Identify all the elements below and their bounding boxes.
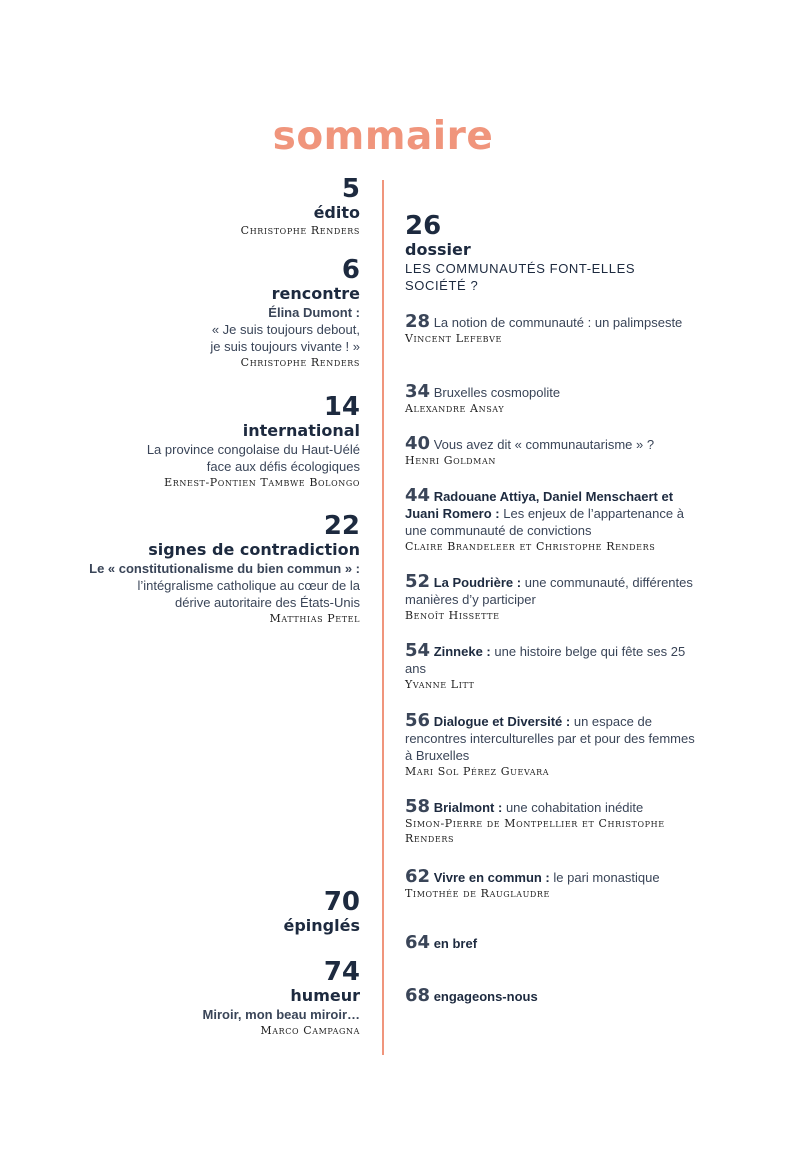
section-heading: humeur <box>290 986 360 1005</box>
article-title: Bruxelles cosmopolite <box>433 385 561 400</box>
subtitle-line: La province congolaise du Haut-Uélé <box>146 442 360 457</box>
page-number: 64 <box>405 932 431 953</box>
article-bold: Radouane Attiya, Daniel Menschaert et Juani Romero : <box>405 489 674 521</box>
author: Timothée de Rauglaudre <box>405 887 550 900</box>
toc-article-engageons[interactable] <box>405 987 705 1005</box>
article-title: une communauté, différentes manières d’y participer <box>405 575 693 607</box>
page-number: 34 <box>405 381 431 402</box>
article-bold: La Poudrière : <box>433 575 522 590</box>
divider <box>382 180 384 1055</box>
author: Yvanne Litt <box>405 678 475 691</box>
article-title: La notion de communauté : un palimpseste <box>433 315 683 330</box>
author: Christophe Renders <box>240 356 360 369</box>
subtitle-line: Élina Dumont : <box>268 305 360 320</box>
page-number: 5 <box>341 174 360 204</box>
toc-article-en-bref[interactable] <box>405 934 705 952</box>
page-number: 62 <box>405 866 431 887</box>
page-number: 54 <box>405 640 431 661</box>
page-number: 58 <box>405 796 431 817</box>
toc-article[interactable] <box>405 642 705 692</box>
article-bold: en bref <box>433 936 478 951</box>
section-heading: signes de contradiction <box>148 540 360 559</box>
article-title: le pari monastique <box>553 870 660 885</box>
page-number: 26 <box>405 211 442 241</box>
author: Simon-Pierre de Montpellier et Christophe Renders <box>405 817 665 845</box>
page-number: 68 <box>405 985 431 1006</box>
toc-entry-humeur[interactable] <box>203 958 360 1038</box>
subtitle-line: Le « constitutionalisme du bien commun » : <box>89 561 360 576</box>
toc-article[interactable] <box>405 712 705 779</box>
section-heading: rencontre <box>271 284 360 303</box>
toc-entry-edito[interactable] <box>241 175 360 238</box>
page-number: 44 <box>405 485 431 506</box>
author: Alexandre Ansay <box>405 402 505 415</box>
toc-entry-epingles[interactable] <box>284 888 361 936</box>
section-heading: épinglés <box>283 916 360 935</box>
toc-entry-international[interactable] <box>147 393 360 490</box>
author: Christophe Renders <box>240 224 360 237</box>
article-bold: Brialmont : <box>433 800 503 815</box>
author: Vincent Lefebve <box>405 332 502 345</box>
article-bold: engageons-nous <box>433 989 538 1004</box>
page-number: 6 <box>341 255 360 285</box>
toc-entry-dossier[interactable] <box>405 212 705 294</box>
article-bold: Dialogue et Diversité : <box>433 714 571 729</box>
section-heading: dossier <box>405 240 471 259</box>
toc-article[interactable] <box>405 487 705 554</box>
page-number: 40 <box>405 433 431 454</box>
page-number: 22 <box>323 511 360 541</box>
subtitle-line: « Je suis toujours debout, <box>211 322 360 337</box>
page-number: 70 <box>323 887 360 917</box>
toc-article[interactable] <box>405 798 705 846</box>
subtitle-line: je suis toujours vivante ! » <box>210 339 360 354</box>
article-bold: Zinneke : <box>433 644 491 659</box>
section-heading: international <box>242 421 360 440</box>
subtitle-line: dérive autoritaire des États-Unis <box>175 595 360 610</box>
toc-entry-signes[interactable] <box>89 512 360 626</box>
page-number: 52 <box>405 571 431 592</box>
article-title: un espace de rencontres interculturelles par et pour des femmes à Bruxelles <box>405 714 695 763</box>
article-title: une histoire belge qui fête ses 25 ans <box>405 644 686 676</box>
toc-article[interactable] <box>405 313 705 346</box>
subtitle-line: l’intégralisme catholique au cœur de la <box>137 578 360 593</box>
page-title: sommaire <box>272 114 494 159</box>
page-number: 56 <box>405 710 431 731</box>
dossier-title: SOCIÉTÉ ? <box>405 278 479 293</box>
author: Benoît Hissette <box>405 609 500 622</box>
author: Mari Sol Pérez Guevara <box>405 765 550 778</box>
article-title: une cohabitation inédite <box>505 800 644 815</box>
toc-article[interactable] <box>405 383 705 416</box>
dossier-title: LES COMMUNAUTÉS FONT-ELLES <box>405 261 636 276</box>
toc-article[interactable] <box>405 868 705 901</box>
toc-entry-rencontre[interactable] <box>210 256 360 370</box>
author: Matthias Petel <box>269 612 360 625</box>
page-number: 74 <box>323 957 360 987</box>
section-heading: édito <box>313 203 360 222</box>
article-bold: Vivre en commun : <box>433 870 550 885</box>
page-number: 14 <box>323 392 360 422</box>
author: Ernest-Pontien Tambwe Bolongo <box>164 476 360 489</box>
subtitle-line: face aux défis écologiques <box>206 459 360 474</box>
author: Marco Campagna <box>260 1024 360 1037</box>
toc-article[interactable] <box>405 435 705 468</box>
article-title: Vous avez dit « communautarisme » ? <box>433 437 655 452</box>
page-number: 28 <box>405 311 431 332</box>
article-title: Les enjeux de l’appartenance à une communauté de convictions <box>405 506 684 538</box>
subtitle-line: Miroir, mon beau miroir… <box>202 1007 360 1022</box>
author: Henri Goldman <box>405 454 496 467</box>
author: Claire Brandeleer et Christophe Renders <box>405 540 656 553</box>
toc-article[interactable] <box>405 573 705 623</box>
